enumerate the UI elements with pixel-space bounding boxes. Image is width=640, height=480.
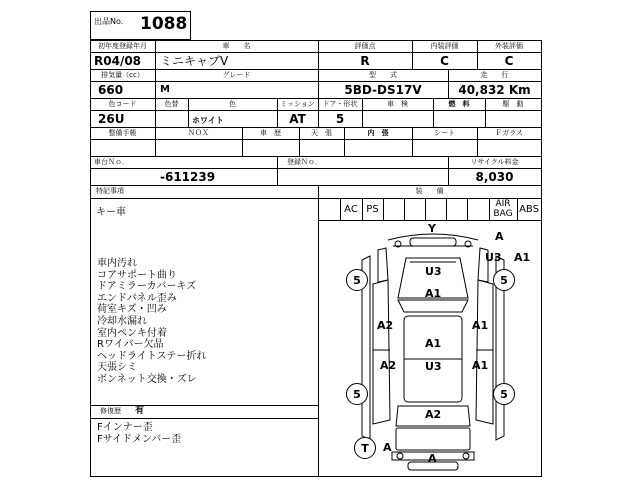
exterior-value: C bbox=[504, 54, 514, 68]
damage-roof-a1: A1 bbox=[425, 337, 442, 350]
color-swap-label: 色替 bbox=[164, 100, 179, 108]
list-item: 室内ペンキ付着 bbox=[97, 327, 167, 339]
interior-value: C bbox=[440, 54, 449, 68]
ceiling-label: 天 張 bbox=[311, 129, 332, 137]
drive-label: 駆 動 bbox=[502, 100, 524, 108]
equipment-abs: ABS bbox=[519, 204, 539, 215]
door-value: 5 bbox=[335, 112, 345, 126]
color-code-value: 26U bbox=[98, 112, 125, 126]
spare-tire: T bbox=[354, 437, 376, 459]
car-name-label: 車 名 bbox=[222, 42, 251, 50]
tire-rear-right: 5 bbox=[493, 383, 515, 405]
seat-label: シート bbox=[434, 129, 455, 137]
notes-label: 特記事項 bbox=[96, 187, 124, 195]
list-item: Fインナー歪 bbox=[97, 422, 153, 433]
recycle-value: 8,030 bbox=[475, 170, 514, 184]
tire-front-right: 5 bbox=[493, 269, 515, 291]
tire-front-left: 5 bbox=[346, 269, 368, 291]
registration-label: 登録Ｎｏ． bbox=[287, 158, 322, 166]
inspection-label: 車 検 bbox=[387, 100, 408, 108]
upholstery-label: 内 張 bbox=[367, 129, 389, 137]
damage-right-rear-door: A1 bbox=[472, 359, 489, 372]
list-item: 車内汚れ bbox=[97, 258, 137, 269]
fuel-label: 燃 料 bbox=[448, 100, 470, 108]
grade-value: M bbox=[160, 84, 170, 95]
color-code-label: 色コード bbox=[108, 100, 137, 108]
score-value: R bbox=[360, 54, 370, 68]
door-label: ドア・形状 bbox=[322, 100, 358, 108]
equipment-ps: PS bbox=[366, 204, 379, 215]
equipment-ac: AC bbox=[344, 204, 358, 215]
mileage-value: 40,832 Km bbox=[458, 83, 531, 97]
equipment-airbag: AIR BAG bbox=[493, 199, 513, 219]
damage-rear-a2: A2 bbox=[425, 408, 442, 421]
damage-rear-bottom-a: A bbox=[428, 452, 437, 465]
damage-front-right-a: A bbox=[495, 230, 504, 243]
grade-label: グレード bbox=[222, 71, 251, 79]
damage-roof-u3: U3 bbox=[425, 360, 442, 373]
reg-date-label: 初年度登録年月 bbox=[98, 42, 147, 50]
list-item: ボンネット交換・ズレ bbox=[97, 373, 197, 385]
recycle-label: リサイクル料金 bbox=[470, 158, 519, 166]
mileage-label: 走 行 bbox=[480, 71, 509, 79]
notes-list bbox=[97, 258, 206, 386]
color-value: ホワイト bbox=[192, 116, 224, 125]
damage-hood-a1: A1 bbox=[425, 287, 442, 300]
notes-first-item: キー車 bbox=[96, 207, 126, 218]
model-value: 5BD-DS17V bbox=[344, 83, 422, 97]
history-label: 車 歴 bbox=[260, 129, 281, 137]
chassis-value: -611239 bbox=[160, 170, 216, 184]
list-item: 冷却水漏れ bbox=[97, 315, 147, 327]
damage-rear-left-a: A bbox=[383, 441, 392, 454]
displacement-label: 排気量（cc） bbox=[101, 71, 144, 79]
damage-right-a1: A1 bbox=[514, 251, 531, 264]
repair-history-value: 有 bbox=[135, 406, 145, 416]
score-label: 評価点 bbox=[354, 42, 376, 50]
equipment-label: 装 備 bbox=[415, 187, 444, 195]
damage-front-y: Y bbox=[428, 222, 436, 235]
list-item: Rワイパー欠品 bbox=[97, 339, 164, 351]
list-item: ヘッドライトステー折れ bbox=[97, 350, 207, 362]
list-item: 天張シミ bbox=[97, 362, 137, 374]
list-item: 荷室キズ・凹み bbox=[97, 304, 167, 316]
interior-label: 内装評価 bbox=[430, 42, 459, 50]
car-name-value: ミニキャブV bbox=[160, 54, 229, 68]
damage-hood-u3: U3 bbox=[425, 265, 442, 278]
mission-label: ミッション bbox=[280, 100, 315, 108]
displacement-value: 660 bbox=[98, 83, 124, 97]
list-item: ドアミラーカバーキズ bbox=[97, 281, 197, 293]
chassis-label: 車台Ｎｏ． bbox=[94, 158, 129, 166]
mission-value: AT bbox=[289, 112, 306, 126]
lot-number: 1088 bbox=[140, 14, 188, 34]
exterior-label: 外装評価 bbox=[495, 42, 523, 50]
repair-list bbox=[97, 422, 181, 445]
damage-left-rear-door: A2 bbox=[380, 359, 397, 372]
nox-label: ＮＯＸ bbox=[188, 129, 209, 137]
damage-right-u3: U3 bbox=[485, 251, 502, 264]
tire-rear-left: 5 bbox=[346, 383, 368, 405]
damage-left-front-door: A2 bbox=[377, 319, 394, 332]
damage-right-front-door: A1 bbox=[472, 319, 489, 332]
lot-label: 出品No. bbox=[94, 17, 124, 26]
service-manual-label: 整備手帳 bbox=[108, 129, 137, 137]
list-item: Fサイドメンバー歪 bbox=[97, 433, 182, 445]
reg-date-value: R04/08 bbox=[94, 54, 142, 68]
color-label: 色 bbox=[229, 100, 236, 108]
list-item: エンドパネル歪み bbox=[97, 292, 177, 304]
list-item: コアサポート曲り bbox=[97, 269, 177, 281]
front-glass-label: Ｆガラス bbox=[495, 129, 523, 137]
model-label: 型 式 bbox=[369, 71, 397, 79]
repair-history-label: 修復歴 bbox=[100, 407, 121, 415]
